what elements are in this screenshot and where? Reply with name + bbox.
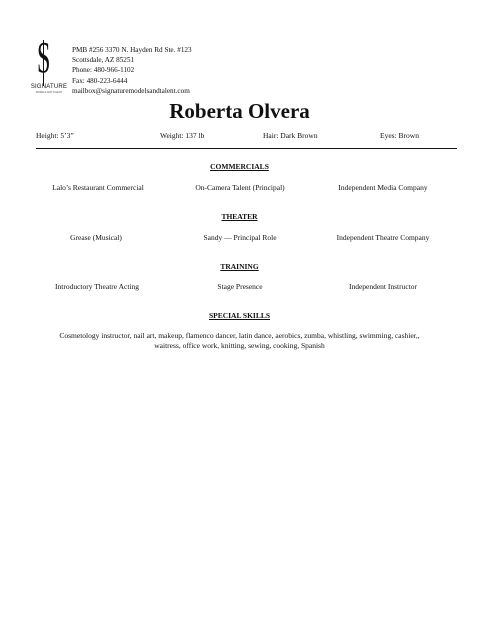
skills-heading: SPECIAL SKILLS (208, 311, 271, 320)
training-heading: TRAINING (220, 262, 259, 271)
commercials-company: Independent Media Company (338, 183, 428, 192)
agency-phone: Phone: 480-966-1102 (72, 66, 135, 75)
skills-list (20, 331, 459, 350)
talent-name: Roberta Olvera (169, 99, 310, 123)
stat-weight: Weight: 137 lb (160, 131, 205, 140)
logo-brand: SIGNATURE (30, 84, 68, 90)
logo-letter: S (37, 33, 51, 82)
training-instructor: Independent Instructor (348, 282, 418, 291)
theater-heading: THEATER (221, 212, 258, 221)
theater-row (0, 233, 479, 245)
skills-line2: waitress, office work, knitting, sewing, cooking, Spanish (154, 340, 325, 350)
commercials-heading: COMMERCIALS (210, 162, 269, 171)
theater-role: Sandy — Principal Role (203, 233, 277, 242)
stats-line (36, 131, 456, 143)
commercials-project: Lalo’s Restaurant Commercial (52, 183, 144, 192)
stat-eyes: Eyes: Brown (380, 131, 419, 140)
agency-logo (30, 33, 68, 96)
agency-address-line1: PMB #256 3370 N. Hayden Rd Ste. #123 (72, 46, 192, 54)
logo-tagline: MODELS AND TALENT (35, 91, 63, 94)
theater-company: Independent Theatre Company (336, 233, 430, 242)
theater-production: Grease (Musical) (70, 233, 122, 242)
stat-height: Height: 5’3” (36, 131, 74, 140)
header-divider (36, 148, 457, 149)
commercials-role: On-Camera Talent (Principal) (195, 183, 285, 192)
training-subject: Stage Presence (217, 282, 263, 291)
stat-hair: Hair: Dark Brown (263, 131, 318, 140)
training-course: Introductory Theatre Acting (54, 282, 140, 291)
training-row (0, 282, 479, 294)
agency-fax: Fax: 480-223-6444 (72, 76, 128, 85)
agency-email[interactable]: mailbox@signaturemodelsandtalent.com (72, 86, 190, 95)
agency-address-line2: Scottsdale, AZ 85251 (72, 56, 135, 65)
skills-line1: Cosmetology instructor, nail art, makeup, flamenco dancer, latin dance, aerobics, zumba, whistling, swimming, cashier,, (59, 331, 420, 340)
commercials-row (0, 183, 479, 195)
agency-contact (72, 45, 192, 96)
